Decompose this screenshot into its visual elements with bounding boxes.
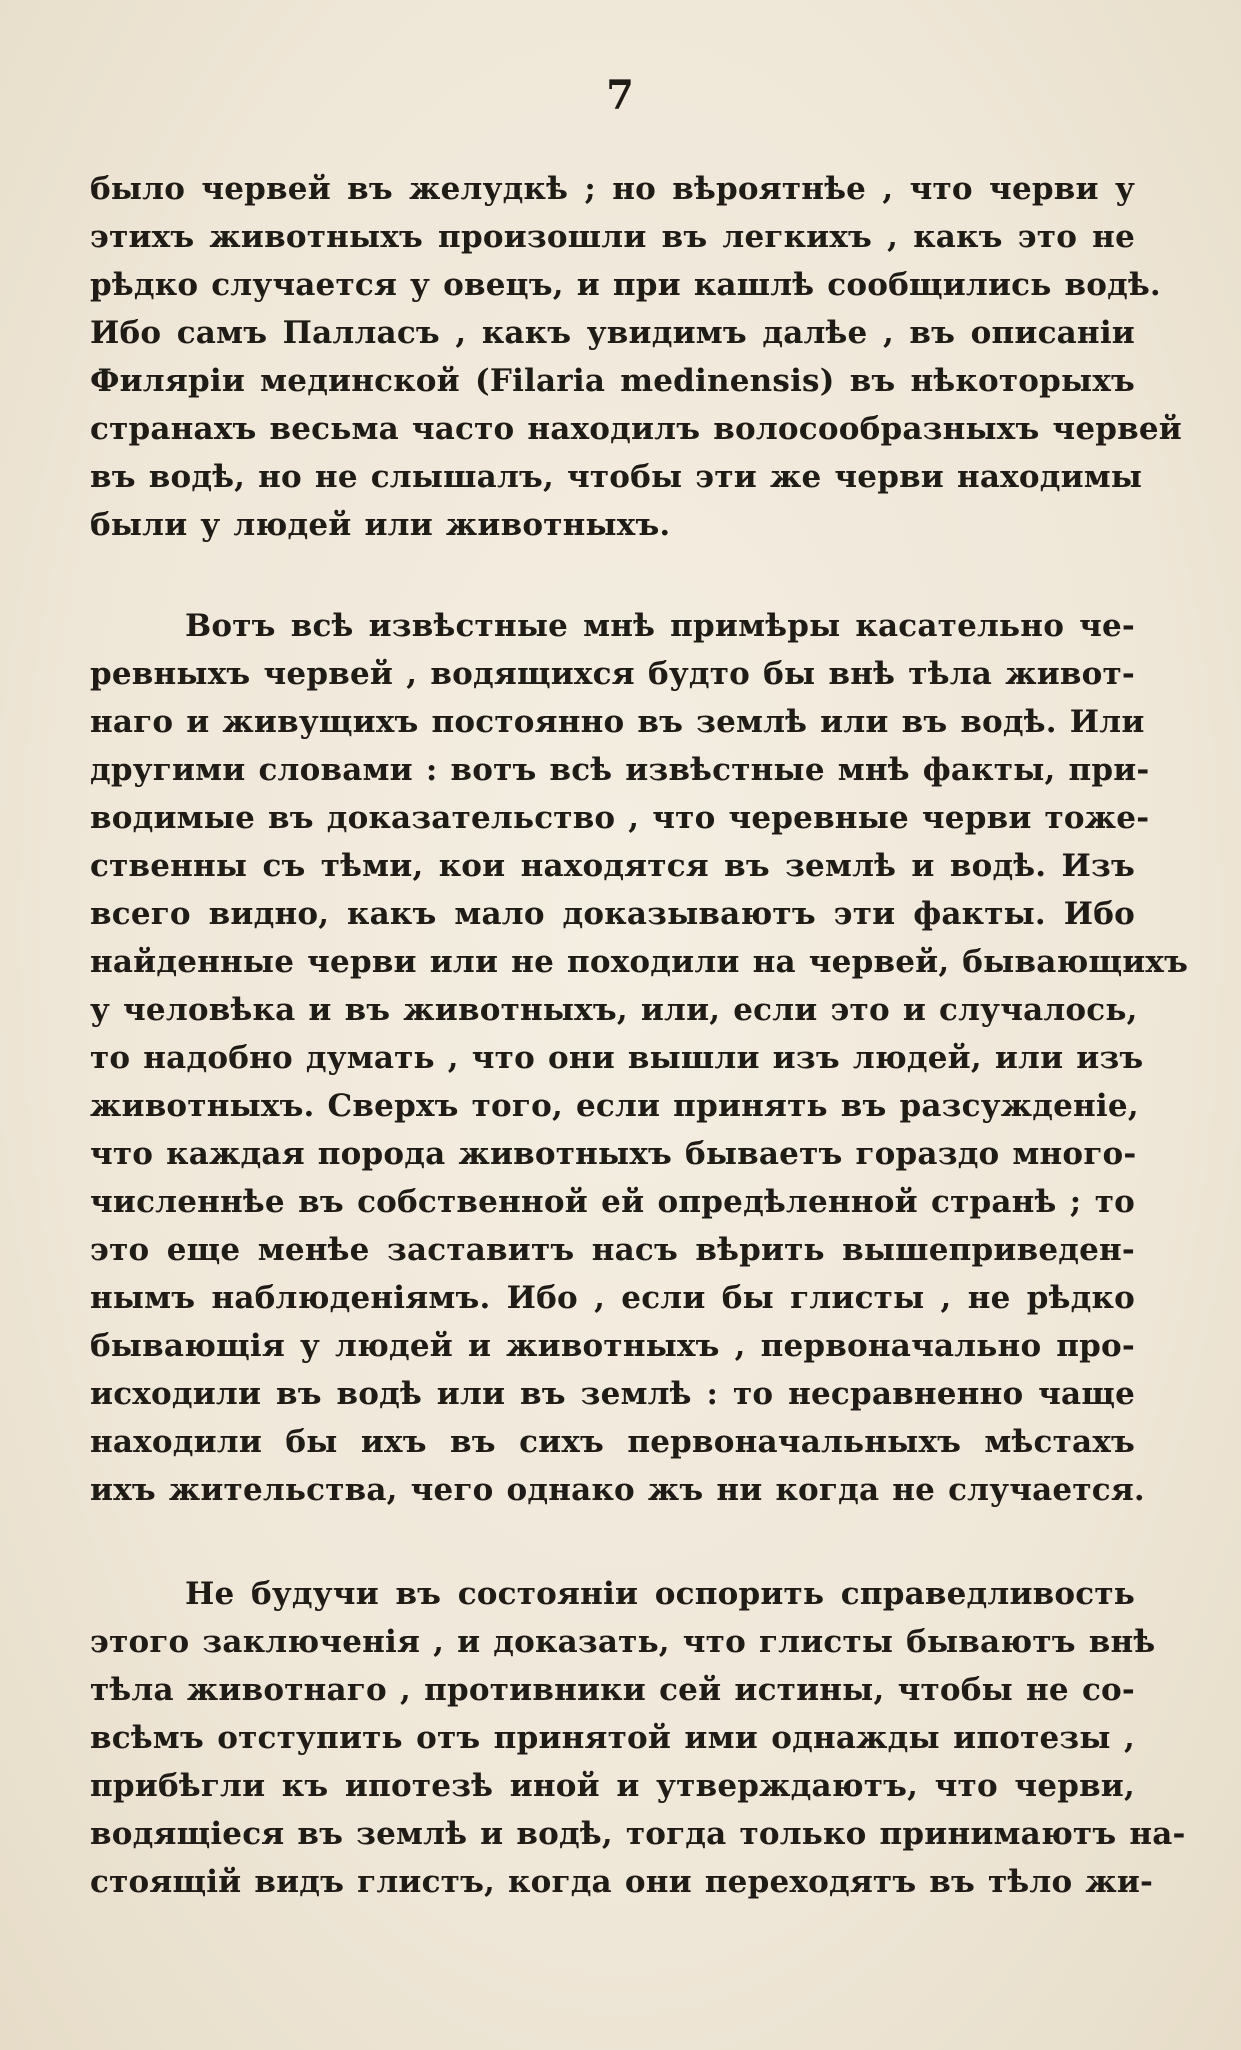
text-line: этого заключенія , и доказать, что глисты бываютъ внѣ [90,1624,1156,1660]
paragraph-1 [90,165,1182,549]
text-line: у человѣка и въ животныхъ, или, если это и случалось, [90,992,1138,1028]
paragraph-3 [90,1570,1186,1906]
text-line: то надобно думать , что они вышли изъ людей, или изъ [90,1040,1144,1076]
text-line: исходили въ водѣ или въ землѣ : то несравненно чаще [90,1376,1135,1412]
text-line: животныхъ. Сверхъ того, если принять въ разсужденіе, [90,1088,1139,1124]
text-line: всѣмъ отступить отъ принятой ими однажды ипотезы , [90,1720,1135,1756]
text-line: ревныхъ червей , водящихся будто бы внѣ тѣла живот- [90,656,1135,692]
paragraph-2 [90,602,1189,1514]
text-line: странахъ весьма часто находилъ волосообразныхъ червей [90,411,1182,447]
text-line: всего видно, какъ мало доказываютъ эти факты. Ибо [90,896,1135,932]
text-line: стоящій видъ глистъ, когда они переходятъ въ тѣло жи- [90,1864,1154,1900]
text-line: наго и живущихъ постоянно въ землѣ или въ водѣ. Или [90,704,1145,740]
text-line: Вотъ всѣ извѣстные мнѣ примѣры касательно че- [185,608,1135,644]
text-line: Филяріи мединской (Filaria medinensis) въ нѣкоторыхъ [90,363,1135,399]
text-line: Ибо самъ Палласъ , какъ увидимъ далѣе , въ описаніи [90,315,1135,351]
text-line: этихъ животныхъ произошли въ легкихъ , какъ это не [90,219,1135,255]
page-number: 7 [606,72,635,119]
text-line: въ водѣ, но не слышалъ, чтобы эти же черви находимы [90,459,1143,495]
text-line: было червей въ желудкѣ ; но вѣроятнѣе , что черви у [90,171,1135,207]
text-line: прибѣгли къ ипотезѣ иной и утверждаютъ, что черви, [90,1768,1135,1804]
text-line: ихъ жительства, чего однако жъ ни когда не случается. [90,1472,1145,1508]
text-line: это еще менѣе заставитъ насъ вѣрить вышеприведен- [90,1232,1135,1268]
text-line: другими словами : вотъ всѣ извѣстные мнѣ факты, при- [90,752,1150,788]
text-line: Не будучи въ состояніи оспорить справедливость [185,1576,1135,1612]
text-line: численнѣе въ собственной ей опредѣленной странѣ ; то [90,1184,1135,1220]
text-line: что каждая порода животныхъ бываетъ гораздо много- [90,1136,1137,1172]
text-line: водимые въ доказательство , что черевные черви тоже- [90,800,1150,836]
text-line: были у людей или животныхъ. [90,507,671,543]
text-line: ственны съ тѣми, кои находятся въ землѣ и водѣ. Изъ [90,848,1135,884]
text-line: находили бы ихъ въ сихъ первоначальныхъ мѣстахъ [90,1424,1135,1460]
text-line: рѣдко случается у овецъ, и при кашлѣ сообщились водѣ. [90,267,1161,303]
text-line: нымъ наблюденіямъ. Ибо , если бы глисты , не рѣдко [90,1280,1135,1316]
text-line: водящіеся въ землѣ и водѣ, тогда только принимаютъ на- [90,1816,1186,1852]
text-line: бывающія у людей и животныхъ , первоначально про- [90,1328,1135,1364]
text-line: найденные черви или не походили на червей, бывающихъ [90,944,1189,980]
text-line: тѣла животнаго , противники сей истины, чтобы не со- [90,1672,1135,1708]
